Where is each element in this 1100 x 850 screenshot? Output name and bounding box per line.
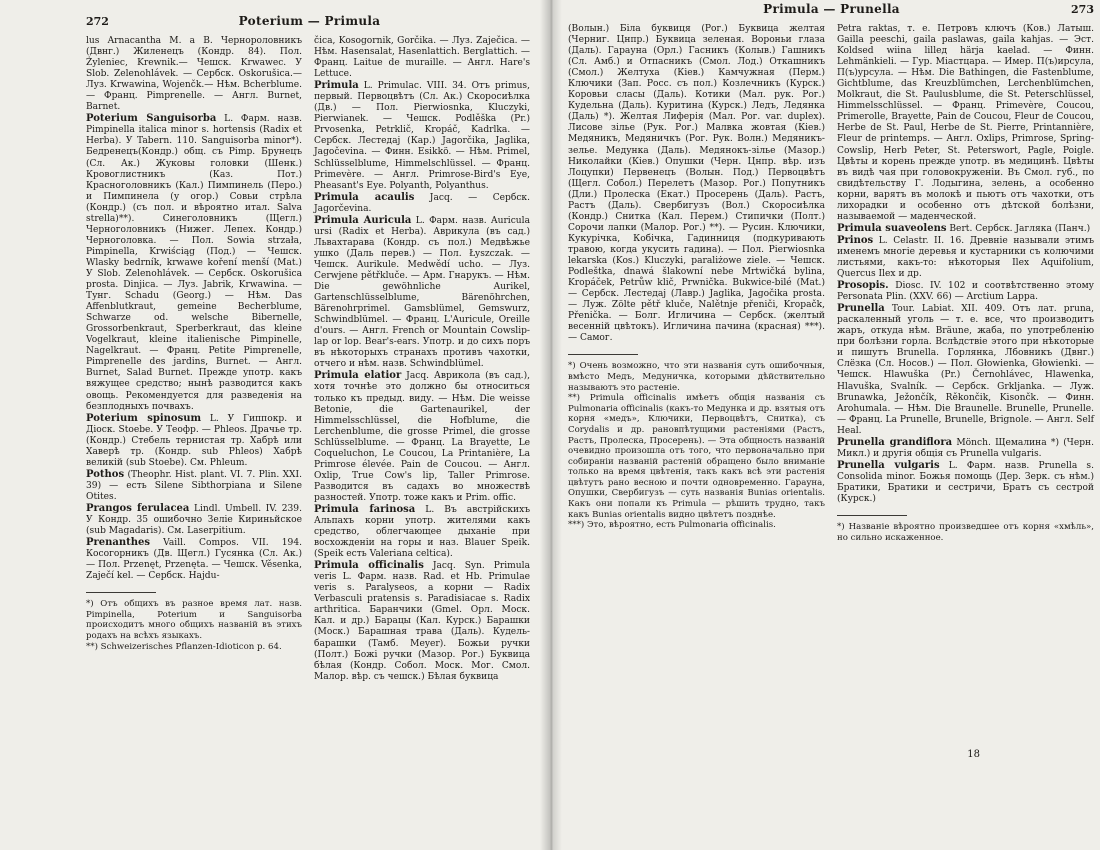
headword: Pothos [86, 468, 125, 480]
headword: Poterium Sanguisorba [86, 113, 217, 125]
running-head-right [568, 2, 1094, 20]
entry: Poterium Sanguisorba L. Фарм. назв. Pimpinella italica minor s. hortensis (Radix et Herba). У Tabern. 110. Sanguisorba minor*). Бедренецъ(Кондр.) общ. съ Pimp. Брунецъ (Сл. Ак.) Жуковы головки (Шенк.) Кровоглистникъ (Каз. Пот.) Красноголовникъ (Кал.) Пимпинель (Перо.) и Пимпинела (у огор.) Совьи стрѣла (Кондр.) (съ пол. и вѣроятно итал. Salva strella)**). Синеголовникъ (Щегл.) Черноголовникъ (Нижег. Лепех. Кондр.) Черноголовка. — Пол. Sowia strzała, Pimpinella, Krwiściąg (Под.) — Чешск. Wlasky bedrník, krwawe koření menší (Mat.) У Slob. Zelenohlávek. — Сербск. Oskorušica prosta. Dinjica. — Луз. Jabrik, Krwawina. — Тунг. Schadu (Georg.) — Нѣм. Das Affenblutkraut, gemeine Becherblume, Schwarze od. welsche Bibernelle, Grossorbenkraut, Sperberkraut, das kleine Vogelkraut, kleine italienische Pimpinelle, Nagelkraut. — Франц. Petite Pimprenelle, Pimprenelle des jardins, Burnet. — Англ. Burnet, Salad Burnet. Прежде употр. какъ вяжущее средство; нынѣ разводится какъ овощь. Рекомендуется для разведенія на безплодныхъ почвахъ. [86, 113, 302, 412]
running-title-left: Poterium — Primula [238, 14, 381, 28]
entry: Prangos ferulacea Lindl. Umbell. IV. 239. У Кондр. 35 ошибочно Зеліе Кириньйское (sub Magadaris). См. Laserpitium. [86, 502, 302, 537]
entry: Prosopis. Diosc. IV. 102 и соотвѣтственно этому Personata Plin. (XXV. 66) — Arctium Lappa. [837, 280, 1094, 303]
footnotes-right-col2 [837, 522, 1094, 543]
headword: Primula suaveolens [837, 222, 947, 234]
headword: Poterium spinosum [86, 412, 202, 424]
footnote: *) Названіе вѣроятно произведшее отъ корня «хмѣль», но сильно искаженное. [837, 522, 1094, 543]
right-page [548, 0, 1100, 850]
entry: Primula farinosa L. Въ австрійскихъ Альпахъ корни употр. жителями какъ средство, облегчающее дыханіе при восхожденіи на горы и наз. Blauer Speik. (Speik есть Valeriana celtica). [314, 503, 530, 560]
signature-mark: 18 [967, 749, 980, 760]
entry: Petra raktas, т. е. Петровъ ключъ (Ков.) Латыш. Gailla peeschi, gaila paslawas, gaila kahjas. — Эст. Koldsed wiina lillед härja kaelad. — Финн. Lehmänkieli. — Гур. Міастцаpa. — Имер. П(ъ)ирсула, П(ъ)урсула. — Нѣм. Die Bathingen, die Fastenblume, Gichtblume, das Kreuzblümchen, Lerchenblümchen, Molkraut, die St. Paulusblume, die St. Peterschlüssel, Himmelsschlüssel. — Франц. Primevère, Coucou, Primerolle, Brayette, Pain de Coucou, Fleur de Coucou, Herbe de St. Paul, Herbe de St. Pierre, Printannière, Fleur de printemps. — Англ. Oxlips, Primrose, Spring-Cowslip, Herb Peter, St. Peterswort, Pagle, Poigle. Цвѣты и корень прежде употр. въ медицинѣ. Цвѣты въ видѣ чая при головокруженіи. Въ Смол. губ., по свидѣтельству Г. Лодыгина, зелень, а особенно корни, варятъ въ молокѣ и пьютъ отъ чахотки, отъ лихорадки и особенно отъ дѣтской болѣзни, называемой — маденческой. [837, 24, 1094, 222]
left-page [0, 0, 548, 850]
footnote: **) Schweizerisches Pflanzen-Idioticon p. 64. [86, 641, 282, 652]
entry: Primula elatior Jacq. Аврикола (въ сад.), хотя точнѣе это должно бы относиться только къ предыд. виду. — Нѣм. Die weisse Betonie, die Gartenaurikel, der Himmelsschlüssel, die Hofblume, die Lerchenblume, die grosse Primel, die grosse Schlüsselblume. — Франц. La Brayette, Le Coqueluchon, Le Coucou, La Printanière, La Primrose élevée. Pain de Coucou. — Англ. Oxlip, True Cow's lip, Taller Primrose. Разводится въ садахъ во множествѣ разностей. Употр. тоже какъ и Prim. offic. [314, 370, 531, 503]
headword: Prangos ferulacea [86, 502, 190, 514]
entry: Prunella Tour. Labiat. XII. 409. Отъ лат. pruna, раскаленный уголь — т. е. все, что производитъ жаръ, откуда нѣм. Bräune, жаба, по употребленію при болѣзни горла. Вслѣдствіе этого при нѣкоторые и пишутъ Brunella. Горлянка, Лбовникъ (Двнг.) Слёзка (Сл. Носов.) — Пол. Głowienka, Głowienki. — Чешск. Hlawuška (Pr.) Černohlávec, Hlawenka, Hlavuška, Svalník. — Сербск. Grkljanka. — Луж. Brunawka, Ježončík, Rěkončik, Kisončk. — Финн. Arohumala. — Нѣм. Die Braunelle. Brunelle, Prunelle. — Франц. La Prunelle, Brunelle, Brignole. — Англ. Self Heal. [837, 303, 1094, 436]
headword: Prenanthes [86, 537, 151, 549]
footnote-rule [86, 592, 156, 593]
headword: Primula elatior [314, 370, 402, 382]
entry: Poterium spinosum L. У Гиппокр. и Діоск. Stoebe. У Теофр. — Phleos. Драчье тр. (Кондр.) Стебель тернистая тр. Хабрѣ или Хаверѣ тр. (Кондр. sub Phleos) Хабрѣ великій (sub Stoebe). См. Phleum. [86, 412, 302, 468]
headword: Primula Auricula [314, 214, 412, 226]
entry: Primula Auricula L. Фарм. назв. Auricula ursi (Radix et Herba). Аврикула (въ сад.) Львахтарава (Кондр. съ пол.) Медвѣжье ушко (Даль перев.) — Пол. Łyszczak. — Чешск. Aurikule. Medwědí ucho. — Луз. Cerwjene pětřkluče. — Арм. Гнарукъ. — Нѣм. Die gewöhnliche Aurikel, Gartenschlüsselblume, Bärenöhrchen, Bärenohrprimel. Gamsblümel, Gemswurz, Schwindblümel. — Франц. L'Auricule, Oreille d'ours. — Англ. French or Mountain Cowslip-lap or lop. Bear's-ears. Употр. и до сихъ поръ въ нѣкоторыхъ странахъ противъ чахотки, отчего и нѣм. назв. Schwindblümel. [314, 214, 530, 370]
headword: Prunella [837, 303, 885, 315]
page-number-right: 273 [1071, 3, 1094, 16]
right-col-1 [568, 24, 825, 543]
footnote-rule [837, 515, 907, 516]
right-columns [568, 24, 1094, 543]
entry: Prunella vulgaris L. Фарм. назв. Prunella s. Consolida minor. Божья помощь (Дер. Зерк. съ нѣм.) Братики, Братики и сестричи, Братъ съ сестрой (Курск.) [837, 459, 1094, 504]
entry: lus Arnacantha M. a B. Чернороловникъ (Двнг.) Жиленецъ (Кондр. 84). Пол. Żyleniec, Krewnik.— Чешск. Krwawec. У Slob. Zelenohlávek. — Сербск. Oskorušica.—Луз. Krwawina, Wojenčk.— Нѣм. Bcherblume. — Франц. Pimprenelle. — Англ. Burnet, Barnet. [86, 36, 302, 113]
headword: Primula officinalis [314, 560, 424, 572]
headword: Prunella vulgaris [837, 459, 940, 471]
headword: Primula acaulis [314, 191, 415, 203]
entry: Primula acaulis Jacq. — Сербск. Jagorčevina. [314, 191, 530, 214]
left-columns [86, 36, 534, 683]
footnote: ***) Это, вѣроятно, есть Pulmonaria officinalis. [568, 520, 776, 531]
footnote-rule [568, 354, 638, 355]
headword: Primula farinosa [314, 503, 416, 515]
entry: Primula suaveolens Bert. Сербск. Jaгляка (Панч.) [837, 222, 1091, 234]
left-col-2 [314, 36, 530, 683]
headword: Primula [314, 80, 359, 92]
entry: Primula L. Primulac. VIII. 34. Отъ primus, первый. Первоцвѣтъ (Сл. Ак.) Скоросиѣлка (Дв.) — Пол. Pierwiosnka, Kluczyki, Pierwianek. — Чешск. Podlěška (Pr.) Prvosenka, Petrklič, Kropáč, Kadrlka. — Сербск. Лестедаj (Кар.) Jagorčika, Jaglika, Jagočevina. — Финн. Esikkö. — Нѣм. Primel, Schlüsselblume, Himmelschlüssel. — Франц. Primevère. — Англ. Primrose-Bird's Eye, Pheasant's Eye. Polyanth, Polyanthus. [314, 80, 530, 191]
running-title-right: Primula — Prunella [763, 2, 900, 16]
left-col-1 [86, 36, 302, 683]
entry: Primula officinalis Jacq. Syn. Primula veris L. Фарм. назв. Rad. et Hb. Primulae veris s. Paralyseos, а корни — Radix Verbasculi pratensis s. Paradisiacae s. Radix arthritica. Баранчики (Gmel. Орл. Моск. Кал. и др.) Барацы (Кал. Курск.) Барашки (Моск.) Барашная трава (Даль). Кудель-барашки (Тамб. Meyer). Божьи ручки (Полт.) Божі ручки (Мазор. Рог.) Буквица бѣлая (Кондр. Собол. Моск. Мог. Смол. Малор. вѣр. съ чешск.) Бѣлая буквица [314, 560, 530, 682]
headword: Prunella grandiflora [837, 436, 953, 448]
page-number-left: 272 [86, 15, 109, 28]
footnotes-right-col1 [568, 361, 825, 531]
right-col-2 [837, 24, 1094, 543]
footnotes-left [86, 599, 302, 652]
headword: Prinos [837, 234, 874, 246]
entry: Pothos (Theophr. Hist. plant. VI. 7. Plin. XXI. 39) — есть Silene Sibthorpiana и Silene Otites. [86, 468, 302, 502]
footnote: *) Отъ общихъ въ разное время лат. назв. Pimpinella, Poterium и Sanguisorba происходитъ много общихъ названій въ этихъ родахъ на всѣхъ языкахъ. [86, 599, 302, 642]
entry: Prenanthes Vaill. Compos. VII. 194. Косогорникъ (Дв. Щегл.) Гусянка (Сл. Ак.) — Пол. Przenęt, Przenęta. — Чешск. Věsenka, Zaječí kel. — Сербск. Hajdu- [86, 537, 302, 582]
footnote: **) Primula officinalis имѣетъ общія названія съ Pulmonaria officinalis (какъ-то Медунка и др. взятыя отъ корня «медъ», Ключики, Первоцвѣтъ, Снитка), съ Corydalis и др. рановпѣтущими растеніями (Растъ, Растъ, Пролеска, Просерень). — Эта общность названій очевидно произошла отъ того, что первоначально при собираніи названій растеній обращено было вниманіе только на время цвѣтенія, такъ какъ всѣ эти растенія цвѣтутъ рано весною и почти одновременно. Гарауна, Опушки, Свербигузъ — суть названія Bunias orientalis. Какъ они попали къ Primula — рѣшить трудно, такъ какъ Bunias orientalis видно цвѣтетъ позднѣе. [568, 393, 825, 520]
entry: Prunella grandiflora Mönch. Щемалина *) (Черн. Микл.) и другія общія съ Prunella vulgaris. [837, 436, 1094, 459]
footnote: *) Очень возможно, что эти названія суть ошибочныя, вмѣсто Медъ, Медуничка, которыми дѣйствительно называютъ это растеніе. [568, 361, 825, 393]
headword: Prosopis. [837, 280, 889, 292]
running-head-left [86, 14, 534, 32]
entry: Prinos L. Celastr. II. 16. Древніе называли этимъ именемъ многіе деревья и кустарники съ колючими листьями, какъ-то: нѣкоторыя Ilex Aquifolium, Quercus Ilex и др. [837, 234, 1094, 280]
entry: čica, Kosogornik, Gorčika. — Луз. Zaječica. — Нѣм. Hasensalat, Hasenlattich. Berglattich. — Франц. Laitue de muraille. — Англ. Hare's Lettuce. [314, 36, 530, 80]
entry: (Волын.) Біла буквиця (Рог.) Буквица желтая (Черниг. Цнпр.) Буквица зеленая. Вороньи глаза (Даль). Гарауна (Орл.) Гасникъ (Колыв.) Гашникъ (Сл. Амб.) и Отпасникъ (Смол. Лод.) Откашникъ (Смол.) Желтуха (Кіев.) Камчужная (Перм.) Ключики (Зап. Росс. съ пол.) Козлечникъ (Курск.) Коровьи сласы (Даль). Котики (Мал. рук. Рог.) Кудельна (Даль). Куритина (Курск.) Ледъ, Ледянка (Даль) *). Желтая Лифеpія (Мал. Рог. var. duplex). Лисове зілье (Рук. Рог.) Малвка жовтая (Кіев.) Медяникъ, Медяничкъ (Рог. Рук. Волн.) Медяникъ-зелье. Медунка (Даль). Медянокъ-зілье (Мазор.) Николайки (Кіев.) Опушки (Черн. Цнпр. вѣр. изъ Лоцупки) Первенецъ (Волын. Под.) Первоцвѣтъ (Щегл. Собол.) Перелетъ (Мазор. Рог.) Попутникъ (Дли.) Пролеска (Екат.) Просерень (Даль). Растъ, Растъ (Даль). Свербигузъ (Вол.) Скоросиѣлка (Кондр.) Снитка (Кал. Перем.) Стипички (Полт.) Сорочи лапки (Малор. Рог.) **). — Русин. Ключики, Кукурічка, Кобічка, Гадинниця (подкуривають травою, когда укусить гадина). — Пол. Pierwiosnka lekarska (Kos.) Kluczyki, paraliżowe ziele. — Чешск. Podleštka, dnawá šlakowní nebe Mrtwičká bylina, Kropáček, Petrůw klič, Prwnička. Bukwice-bilé (Mat.) — Сербск. Лестедaj (Лавр.) Jaglika, Jagočika prosta. — Луж. Zölte pětř kluče, Nalětnje přeniči, Kropačk, Přenička. — Болг. Игличина — Сербск. (желтый весенній цвѣтокъ). Игличина пачина (красная) ***). — Самог. [568, 24, 825, 344]
